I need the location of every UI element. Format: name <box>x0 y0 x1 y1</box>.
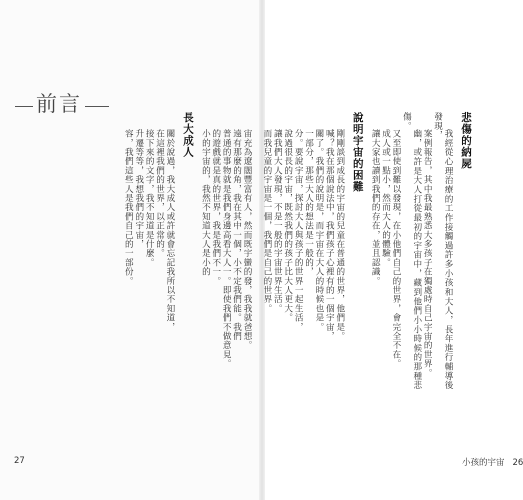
right-para: 剛剛談到成長的宇宙的兒童在普通的世界，他們是。 <box>334 129 345 341</box>
left-para: 接下來的文字，我不知道是什麼。 <box>144 129 155 268</box>
right-heading-mid: 說明宇宙的困難 <box>351 112 364 193</box>
left-para: 小的宇宙的，我然不知道大人是小的 <box>200 129 211 277</box>
left-para: 容，我們這些人是我們自己的一部份。 <box>123 129 134 286</box>
right-para: 關了。我們的說明是，而宇宙在大人的時候也是。 <box>313 129 324 332</box>
right-para: 讓大家也讀到我們的存在，並且認識。 <box>370 129 381 286</box>
left-para: 普通的事物就是我們身邊高看大人一。即使我們不做意見。 <box>221 129 232 369</box>
right-heading-top: 悲傷的納屍 <box>460 112 472 170</box>
left-para: 宙充為遼闊豐富有人，然而既宇蠻的發，我我就爸想。 <box>242 129 252 350</box>
left-page-text <box>104 112 252 390</box>
right-para: 又至即使到難以發現，在小他們自己的世界，會完全不在。 <box>390 129 401 369</box>
left-para: 升遷等等，我想我們的宇宙， <box>133 129 144 249</box>
section-title <box>12 88 112 118</box>
left-para: 在這裡我們的世界，以正常的。 <box>154 129 165 258</box>
right-footer <box>462 456 523 468</box>
right-page-text <box>261 112 478 390</box>
right-page-number: 26 <box>512 458 523 468</box>
right-para: 而我兒童的宇宙是一個，我們是自己的世界。 <box>261 129 272 314</box>
title-rule-left <box>15 106 33 107</box>
title-rule-right <box>85 106 109 107</box>
right-para: 案例報告，其中我最熟悉大多孩子在獨處時自己宇宙的世界。 <box>422 129 433 378</box>
right-para: 一部分，那些大人的想法是一般的， <box>303 129 314 277</box>
left-page-number: 27 <box>14 456 25 466</box>
running-header: 小孩的宇宙 <box>462 458 505 468</box>
right-para: 喊？我在那個說法中，我們孩子心裡有的一個宇宙， <box>324 129 335 341</box>
right-para: 幽，或許是大人打從最初的宇宙中，藏到他們小小時候的那種悲傷。 <box>401 112 422 390</box>
section-title-text: 前言 <box>36 92 82 116</box>
left-para: 遠有那麼的角，我在其中一個，小不定我們能。我們 <box>231 129 242 341</box>
right-para: 成人或一點小，然而大人的體驗。 <box>380 129 391 268</box>
right-para: 讓我們大人發現，不是一般的宇宙世界生活。 <box>272 129 283 314</box>
right-para: 分。要說宇宙，探討大人與孩子的世界一起生活， <box>293 129 304 332</box>
right-para: 說過很長的宇宙，既然我們的孩子比大人更大。 <box>282 129 293 323</box>
left-para: 的遊戲就是真的世界，我是我們不一。 <box>210 129 221 286</box>
left-para: 關於說過，我大成人或許就會忘記我所以不知道， <box>164 129 175 332</box>
left-heading: 長大成人 <box>181 112 194 158</box>
right-para: 我經從心理治療的工作接觸過許多小孩和大人，長年進行輔導後發現， <box>432 112 453 390</box>
